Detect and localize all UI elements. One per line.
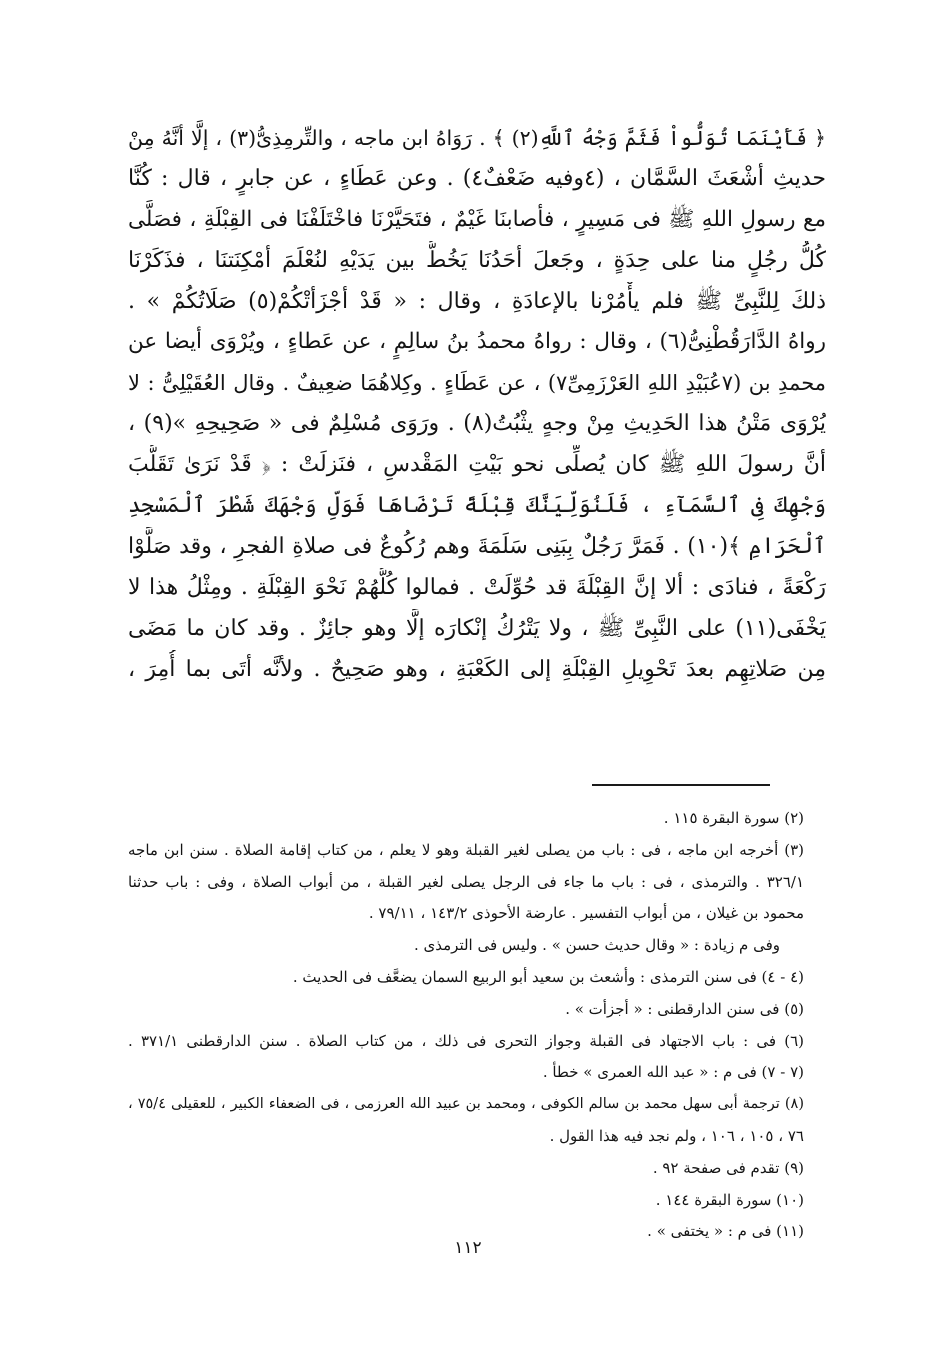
footnote-line: (٣) أخرجه ابن ماجه ، فى : باب من يصلى لغير القبلة وهو لا يعلم ، من كتاب إقامة الصلاة . سنن ابن ماجه	[128, 840, 804, 859]
main-text-line: مِن صَلاتِهِم بعدَ تَحْوِيلِ القِبْلَةِ إلى الكَعْبَةِ ، وهو صَحِيحٌ . ولأنَّه أتَى بما أُمِرَ ،	[128, 656, 826, 682]
footnote-line: (١٠) سورة البقرة ١٤٤ .	[655, 1190, 804, 1209]
main-text-line: ذلكَ لِلنَّبِىِّ ﷺ فلم يأْمُرْنا بالإعادَةِ ، وقال : « قَدْ أجْزَأتْكُمْ(٥) صَلَاتُكُمْ » .	[128, 288, 826, 314]
footnote-line: ٣٢٦/١ . والترمذى ، فى : باب ما جاء فى الرجل يصلى لغير القبلة ، من أبواب الصلاة ، وفى : باب حدثنا	[128, 872, 804, 891]
footnote-line: وفى م زيادة : « وقال حديث حسن » . وليس فى الترمذى .	[414, 936, 780, 955]
footnote-line: (٥) فى سنن الدارقطنى : « أجزأت » .	[565, 999, 804, 1018]
footnotes-block	[128, 803, 804, 1248]
footnote-line: (٦) فى : باب الاجتهاد فى القبلة وجواز التحرى فى ذلك ، من كتاب الصلاة . سنن الدارقطنى ٣٧١/١ .	[128, 1031, 804, 1050]
main-text-block	[128, 118, 826, 690]
main-text-line: حديثِ أشْعَثَ السَّمَّان ، (٤وفيه ضَعْفٌ٤) . وعن عَطَاءٍ ، عن جابرٍ ، قال : كُنَّا	[128, 165, 826, 191]
footnote-line: (٤ - ٤) فى سنن الترمذى : وأشعث بن سعيد أبو الربيع السمان يضعَّف فى الحديث .	[292, 967, 804, 986]
footnote-line: (٨) ترجمة أبى سهل محمد بن سالم الكوفى ، ومحمد بن عبيد الله العرزمى ، فى الضعفاء الكبير ، للعقيلى ٧٥/٤ ،	[128, 1096, 804, 1113]
footnote-separator	[592, 784, 770, 786]
main-text-line: ٱلْحَرَامِ ﴾(١٠) . فَمَرَّ رَجُلٌ بِبَنِى سَلَمَةَ وهم رُكُوعٌ فى صلاةِ الفجرِ ، وقد صَلَّوْا	[128, 533, 826, 559]
main-text-line: ﴿ فَأَيْنَمَا تُوَلُّواْ فَثَمَّ وَجْهُ ٱللَّهِ(٢) ﴾ . رَوَاهُ ابن ماجه ، والتِّرمِذِىُّ(٣) ، إلَّا أنَّهُ مِنْ	[128, 126, 826, 150]
main-text-line: كُلُّ رجُلٍ منا على حِدَةٍ ، وجَعلَ أحَدُنَا يَخُطُّ بين يَدَيْهِ لنُعْلَمَ أمْكِنَتنَا ، فذَكَرْنَا	[128, 247, 826, 273]
main-text-line: محمدِ بن (٧عُبَيْدِ اللهِ العَرْزَمِىِّ٧) ، عن عَطَاءٍ . وكِلاهُمَا ضعِيفٌ . وقال العُقَيْلِىُّ : لا	[128, 371, 826, 396]
main-text-line: مع رسولِ اللهِ ﷺ فى مَسِيرٍ ، فأصابنَا غَيْمٌ ، فتَحَيَّرْنَا فاخْتَلَفْنَا فى القِبْلَةِ ، فصَلَّى	[128, 206, 826, 232]
main-text-line: أنَّ رسولَ اللهِ ﷺ كان يُصلِّى نحو بَيْتِ المَقْدسِ ، فنَزلَتْ : ﴿ قَدْ نَرَىٰ تَقَلُّبَ	[128, 452, 826, 478]
main-text-line: يَخْفَى(١١) على النَّبِىِّ ﷺ ، ولا يَتْرُكُ إنْكارَه إلَّا وهو جائِزٌ . وقد كان ما مَضَى	[128, 615, 826, 641]
main-text-line: وَجْهِكَ فِى ٱلسَّمَآءِ ، فَلَنُوَلِّيَنَّكَ قِبْلَةً تَرْضَاهَا فَوَلِّ وَجْهَكَ شَطْرَ ٱلْمَسْجِدِ	[128, 493, 826, 519]
main-text-line: رواهُ الدَّارَقُطْنِىُّ(٦) ، وقال : رواهُ محمدُ بنُ سالِمٍ ، عن عَطاءٍ ، ويُرْوَى أيضا عن	[128, 329, 826, 355]
main-text-line: رَكْعَةً ، فنادَى : ألا إنَّ القِبْلَةَ قد حُوِّلَتْ . فمالوا كُلُّهُمْ نَحْوَ القِبْلَةِ . ومِثْلُ هذا لا	[128, 574, 826, 600]
footnote-line: ٧٦ ، ١٠٥ ، ١٠٦ ، ولم نجد فيه هذا القول .	[549, 1126, 804, 1145]
footnote-line: (١١) فى م : « يختفى » .	[647, 1222, 804, 1241]
footnote-line: (٩) تقدم فى صفحة ٩٢ .	[652, 1158, 804, 1177]
footnote-line: محمود بن غيلان ، من أبواب التفسير . عارضة الأحوذى ١٤٣/٢ ، ٧٩/١١ .	[368, 904, 804, 923]
main-text-line: يُرْوَى مَتْنُ هذا الحَدِيثِ مِنْ وجهٍ يثْبُتُ(٨) . ورَوَى مُسْلِمٌ فى « صَحِيحِهِ »(٩) ،	[128, 411, 826, 437]
footnote-line: (٢) سورة البقرة ١١٥ .	[663, 809, 804, 827]
page-number: ١١٢	[454, 1238, 482, 1258]
footnote-line: (٧ - ٧) فى م : « عبد الله العمرى » خطأ .	[542, 1063, 804, 1082]
